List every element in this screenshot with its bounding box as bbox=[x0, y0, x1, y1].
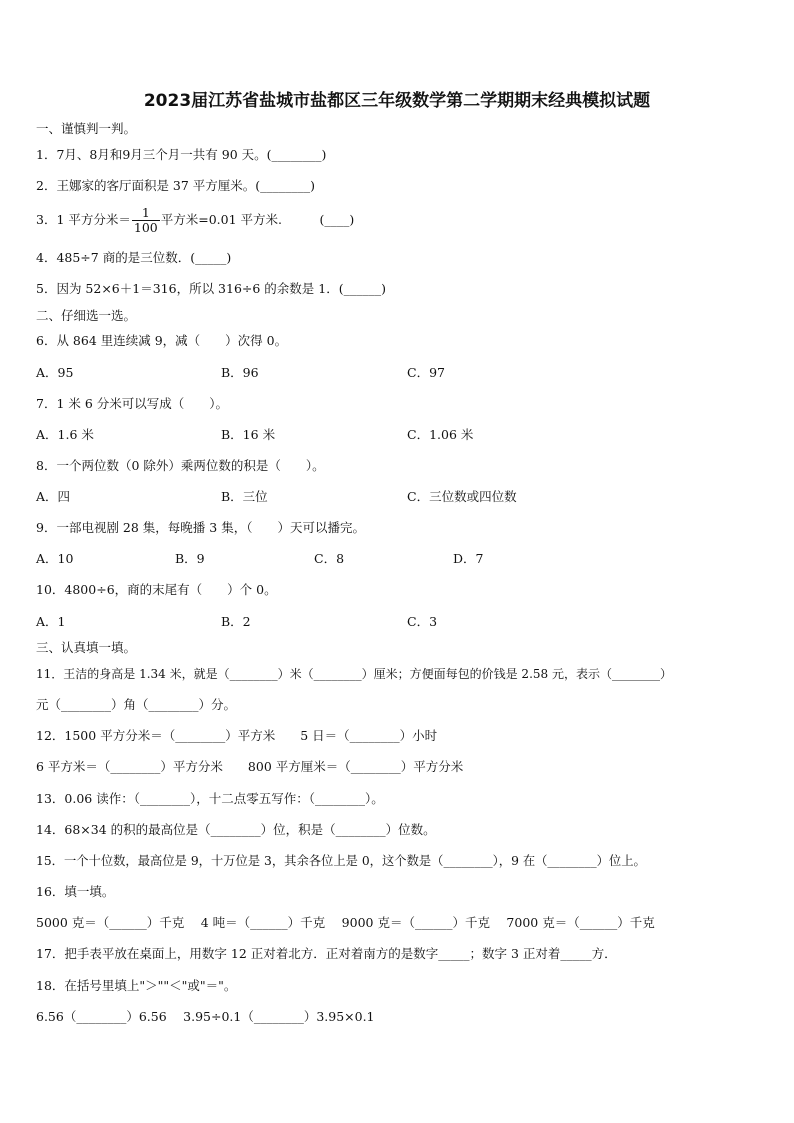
question-3-before: 3．1 平方分米＝ bbox=[36, 212, 131, 227]
q9-option-a: A．10 bbox=[36, 551, 74, 566]
q10-option-c: C．3 bbox=[407, 614, 438, 629]
section-heading-1: 一、谨慎判一判。 bbox=[36, 121, 137, 136]
q7-option-b: B．16 米 bbox=[221, 427, 276, 442]
question-11-line-1: 11．王洁的身高是 1.34 米，就是（________）米（________）厘米；方便面每包的价钱是 2.58 元，表示（________） bbox=[36, 667, 672, 681]
question-1: 1．7月、8月和9月三个月一共有 90 天。(________) bbox=[36, 147, 327, 162]
section-heading-3: 三、认真填一填。 bbox=[36, 640, 137, 655]
question-7: 7．1 米 6 分米可以写成（ ）。 bbox=[36, 396, 229, 411]
question-9: 9．一部电视剧 28 集，每晚播 3 集，（ ）天可以播完。 bbox=[36, 520, 365, 535]
question-14: 14．68×34 的积的最高位是（________）位，积是（________）位数。 bbox=[36, 822, 436, 837]
q9-option-c: C．8 bbox=[314, 551, 345, 566]
fraction bbox=[132, 206, 160, 235]
q6-option-c: C．97 bbox=[407, 365, 445, 380]
fraction-numerator: 1 bbox=[132, 206, 160, 221]
question-3-after: 平方米=0.01 平方米. (____) bbox=[160, 212, 355, 227]
question-12-line-2: 6 平方米＝（________）平方分米 800 平方厘米＝（________）平方分米 bbox=[36, 759, 464, 774]
q9-option-b: B．9 bbox=[175, 551, 205, 566]
question-11-line-2: 元（________）角（________）分。 bbox=[36, 697, 237, 712]
q8-option-a: A．四 bbox=[36, 489, 71, 504]
question-16-line: 5000 克＝（______）千克 4 吨＝（______）千克 9000 克＝（______）千克 7000 克＝（______）千克 bbox=[36, 915, 655, 930]
question-4: 4．485÷7 商的是三位数．(_____) bbox=[36, 250, 232, 265]
question-12-line-1: 12．1500 平方分米＝（________）平方米 5 日＝（________）小时 bbox=[36, 728, 438, 743]
question-2: 2．王娜家的客厅面积是 37 平方厘米。(________) bbox=[36, 178, 316, 193]
q7-option-c: C．1.06 米 bbox=[407, 427, 474, 442]
q8-option-c: C．三位数或四位数 bbox=[407, 489, 517, 504]
question-5: 5．因为 52×6＋1＝316，所以 316÷6 的余数是 1．(______) bbox=[36, 281, 386, 296]
question-10: 10．4800÷6，商的末尾有（ ）个 0。 bbox=[36, 582, 277, 597]
q8-option-b: B．三位 bbox=[221, 489, 268, 504]
q6-option-b: B．96 bbox=[221, 365, 259, 380]
question-17: 17．把手表平放在桌面上，用数字 12 正对着北方．正对着南方的是数字_____；数字 3 正对着_____方． bbox=[36, 946, 617, 961]
q10-option-b: B．2 bbox=[221, 614, 251, 629]
question-3 bbox=[36, 205, 354, 235]
page-title: 2023届江苏省盐城市盐都区三年级数学第二学期期末经典模拟试题 bbox=[143, 91, 651, 111]
q6-option-a: A．95 bbox=[36, 365, 74, 380]
q7-option-a: A．1.6 米 bbox=[36, 427, 94, 442]
question-18-line: 6.56（________）6.56 3.95÷0.1（________）3.95×0.1 bbox=[36, 1009, 375, 1024]
q9-option-d: D．7 bbox=[453, 551, 484, 566]
section-heading-2: 二、仔细选一选。 bbox=[36, 308, 137, 323]
question-16: 16．填一填。 bbox=[36, 884, 115, 899]
q10-option-a: A．1 bbox=[36, 614, 66, 629]
fraction-denominator: 100 bbox=[133, 220, 158, 235]
question-6: 6．从 864 里连续减 9，减（ ）次得 0。 bbox=[36, 333, 288, 348]
question-18: 18．在括号里填上"＞""＜"或"＝"。 bbox=[36, 978, 237, 993]
question-8: 8．一个两位数（0 除外）乘两位数的积是（ ）。 bbox=[36, 458, 325, 473]
question-15: 15．一个十位数，最高位是 9，十万位是 3，其余各位上是 0，这个数是（________），9 在（________）位上。 bbox=[36, 854, 646, 868]
question-13: 13．0.06 读作：（________），十二点零五写作：（________）。 bbox=[36, 791, 384, 806]
